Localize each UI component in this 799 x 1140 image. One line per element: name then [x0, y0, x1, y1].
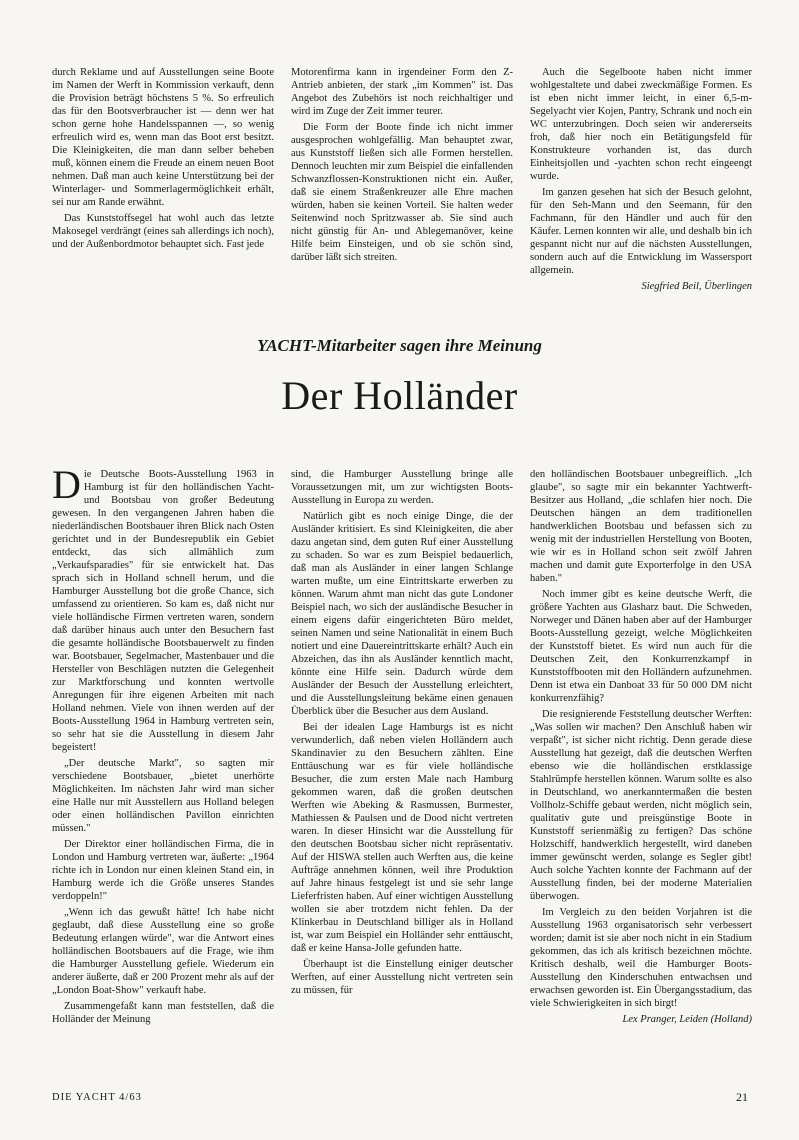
paragraph: den holländischen Bootsbauer unbegreiflich. „Ich glaube", so sagte mir ein bekannter Yachtwerft-Besitzer aus Holland, „die schlafen hier noch. Die Deutschen hängen an dem traditionellen handwerklichen Bootsbau und befassen sich zu wenig mit der industriellen Herstellung von Booten, wie wir es in Holland schon seit zwölf Jahren machen und damit gute Exporterfolge in den USA haben." — [530, 469, 752, 584]
author-signature: Lex Pranger, Leiden (Holland) — [622, 1014, 752, 1025]
paragraph: Noch immer gibt es keine deutsche Werft, die größere Yachten aus Glasharz baut. Die Schweden, Norweger und Dänen haben aber auf der Hamburger Boots-Ausstellung gezeigt, welche Möglichkeiten der Kunststoff bietet. Es wird nun auch für die Deutschen Zeit, den Konkurrenzkampf in Kunststoffbooten mit den Holländern aufzunehmen. Denn ist etwa ein Danboat 33 für 50 000 DM nicht konkurrenzfähig? — [530, 589, 752, 704]
paragraph: Im Vergleich zu den beiden Vorjahren ist die Ausstellung 1963 organisatorisch sehr verbessert worden; damit ist sie aber noch nicht in ein Stadium gekommen, das ich als kritisch bezeichnen möchte. Kritisch deshalb, weil die Hamburger Boots-Ausstellung den Kinderschuhen entwachsen und erwachsen geworden ist. Ein Übergangsstadium, das viele Schwierigkeiten in sich birgt! — [530, 907, 752, 1009]
article-body — [52, 462, 752, 1026]
author-signature: Siegfried Beil, Überlingen — [641, 281, 752, 292]
article-kicker: YACHT-Mitarbeiter sagen ihre Meinung — [257, 336, 542, 355]
paragraph: Natürlich gibt es noch einige Dinge, die der Ausländer kritisiert. Es sind Kleinigkeiten, die aber dazu angetan sind, dem guten Ruf einer Ausstellung zu schaden. So war es zum Beispiel bedauerlich, daß man als Ausländer in einer langen Schlange warten mußte, um eine Eintrittskarte erwerben zu können. Warum ahmt man nicht das gute Londoner Beispiel nach, wo sich der ausländische Besucher in einem eigens dafür eingerichteten Büro meldet, seinen Namen und seine Nationalität in einem Buch notiert und eine Dauereintrittskarte erhält? Auch ein Abzeichen, das ihn als Ausländer kenntlich macht, könnte eine Hilfe sein. Dadurch würde dem Ausländer der Besuch der Ausstellung erleichtert, und die Ausstellungsleitung bekäme einen genauen Überblick über die Besucher aus dem Ausland. — [291, 511, 513, 717]
article-column-3 — [530, 468, 752, 1026]
paragraph: „Wenn ich das gewußt hätte! Ich habe nicht geglaubt, daß diese Ausstellung eine so große Bedeutung erlangen würde", war die Antwort eines holländischen Bootsbauers auf die Frage, wie ihm die Hamburger Ausstellung gefiele. Wiederum ein anderer äußerte, daß er 200 Prozent mehr als auf der „London Boat-Show" verkauft habe. — [52, 907, 274, 996]
page-number: 21 — [736, 1090, 748, 1104]
paragraph: Zusammengefaßt kann man feststellen, daß die Holländer der Meinung — [52, 1001, 274, 1025]
paragraph: Die Form der Boote finde ich nicht immer ausgesprochen wohlgefällig. Man behauptet zwar, aus Kunststoff ließen sich alle Formen herstellen. Dennoch leuchten mir zum Beispiel die einfallenden Schwanzflossen-Konstruktionen nicht ein. Außer, daß sie einem Straßenkreuzer alle Ehre machen würden, haben sie keinen Vorteil. Sie halten weder Seitenwind noch Spritzwasser ab. Sie sind auch nicht günstig für An- und Ablegemanöver, keine Hilfe beim Einsteigen, und ob sie schön sind, darüber läßt sich streiten. — [291, 122, 513, 263]
top-column-3 — [530, 66, 752, 293]
paragraph: Das Kunststoffsegel hat wohl auch das letzte Makosegel verdrängt (eines sah allerdings ich noch), und der Außenbordmotor behauptet sich. Fast jede — [52, 213, 274, 250]
paragraph: „Der deutsche Markt", so sagten mir verschiedene Bootsbauer, „bietet unerhörte Möglichkeiten. Im nächsten Jahr wird man sicher eine Halle nur mit Ausstellern aus Holland belegen oder einen holländischen Pavillon einrichten müssen." — [52, 758, 274, 834]
paragraph: Auch die Segelboote haben nicht immer wohlgestaltete und dabei zweckmäßige Formen. Es ist eben nicht immer leicht, in einer 6,5-m-Segelyacht vier Kojen, Pantry, Schrank und noch ein WC unterzubringen. Doch seien wir andererseits froh, daß hier noch ein Betätigungsfeld für Konstrukteure vorhanden ist, das durch Einheitsjollen und -yachten schon recht eingeengt wurde. — [530, 67, 752, 182]
publication-footer: DIE YACHT 4/63 — [52, 1092, 142, 1103]
paragraph: Motorenfirma kann in irgendeiner Form den Z-Antrieb anbieten, der stark „im Kommen" ist. Das Angebot des Zubehörs ist noch reichhaltiger und wird im Zuge der Zeit immer teurer. — [291, 67, 513, 117]
previous-article-continuation — [52, 66, 752, 293]
article-column-1 — [52, 462, 274, 1026]
paragraph: Die resignierende Feststellung deutscher Werften: „Was sollen wir machen? Den Anschluß haben wir verpaßt", ist sicher nicht richtig. Denn gerade diese Ausstellung hat gezeigt, daß die deutschen Werften ebenso wie die holländischen erstklassige Stahlrümpfe herstellen können. Warum sollte es also in Deutschland, wo anerkanntermaßen die besten Vollholz-Schiffe gebaut werden, nicht möglich sein, qualitativ gute und preisgünstige Boote in Kunststoff serienmäßig zu fertigen? Das schöne Holzschiff, handwerklich hergestellt, wird daneben immer gewünscht werden, solange es Segler gibt! Auch solche Yachten konnte der Fachmann auf der Ausstellung finden, bei der moderne Materialien überwogen. — [530, 709, 752, 902]
paragraph: Bei der idealen Lage Hamburgs ist es nicht verwunderlich, daß neben vielen Holländern auch Skandinavier zu den Besuchern zählten. Eine Enttäuschung war es für viele holländische Besucher, die zum ersten Male nach Hamburg gekommen waren, daß die großen deutschen Werften wie Abeking & Rasmussen, Burmester, Mathiessen & Paulsen und de Dood nicht vertreten waren. In dieser Hinsicht war die Ausstellung für den deutschen Bootsbau sicher nicht repräsentativ. Auf der HISWA stellen auch Werften aus, die keine Aufträge annehmen können, weil ihre Produktion auf Jahre hinaus festgelegt ist und sie sehr lange Lieferfristen haben. Auf einer wichtigen Ausstellung wollen sie aber trotzdem nicht fehlen. Da der Klinkerbau in Deutschland billiger als in Holland ist, war zum Beispiel ein Holländer sehr enttäuscht, daß er keine Hansa-Jolle gefunden hatte. — [291, 722, 513, 954]
article-headline: Der Holländer — [281, 373, 518, 418]
paragraph: Überhaupt ist die Einstellung einiger deutscher Werften, auf einer Ausstellung nicht vertreten sein zu müssen, für — [291, 959, 513, 996]
paragraph: sind, die Hamburger Ausstellung bringe alle Voraussetzungen mit, um zur wichtigsten Boots-Ausstellung in Europa zu werden. — [291, 469, 513, 506]
article-column-2 — [291, 468, 513, 1026]
paragraph: Der Direktor einer holländischen Firma, die in London und Hamburg vertreten war, äußerte: „1964 richte ich in London nur einen kleinen Stand ein, in Hamburg werde ich die Größe unseres Standes verdoppeln!" — [52, 839, 274, 902]
lead-paragraph: Die Deutsche Boots-Ausstellung 1963 in Hamburg ist für den holländischen Yacht- und Bootsbau von großer Bedeutung gewesen. In den vergangenen Jahren haben die niederländischen Bootsbauer ihren Blick nach Osten gerichtet und in der Bundesrepublik ein Gebiet entdeckt, das sich allmählich zum „Verkaufsparadies" für sie entwickelt hat. Das sprach sich in Holland schnell herum, und die Hamburger Ausstellung bot die große Chance, sich umfassend zu orientieren. So kam es, daß nicht nur viele holländische Firmen vertreten waren, sondern daß darüber hinaus auch unter den Besuchern fast die gesamte holländische Bootsbauerwelt zu finden war. Bootsbauer, Segelmacher, Mastenbauer und die Hersteller von Beschlägen nutzten die Gelegenheit zur Marktforschung und konnten wertvolle Anregungen für ihre eigenen Arbeiten mit nach Holland nehmen. Viele von ihnen werden auf der Boots-Ausstellung 1964 in Hamburg vertreten sein, so sehr hat sie die Ausstellung in diesem Jahr begeistert! — [52, 462, 274, 753]
paragraph: durch Reklame und auf Ausstellungen seine Boote im Namen der Werft in Kommission verkauft, denn die Provision beträgt höchstens 5 %. So erfreulich das für den Bootsverbraucher ist — denn wer hat schon gerne hohe Handelsspannen —, so wenig erfreulich wird es, wenn man das Boot erst besitzt. Die Kleinigkeiten, die man dann selber beheben muß, können einem die Freude an einem neuen Boot nehmen. Daß man auch keine Unterstützung bei der Winterlager- und Sommerlagermöglichkeit erhält, sei nur am Rande erwähnt. — [52, 67, 274, 208]
top-column-1 — [52, 66, 274, 293]
top-column-2 — [291, 66, 513, 293]
paragraph: Im ganzen gesehen hat sich der Besuch gelohnt, für den Seh-Mann und den Seemann, für den Fachmann, für den Händler und auch für den Käufer. Lernen konnten wir alle, und deshalb bin ich gespannt nicht nur auf die nächsten Ausstellungen, sondern auch auf die Entwicklung im Wassersport allgemein. — [530, 187, 752, 276]
